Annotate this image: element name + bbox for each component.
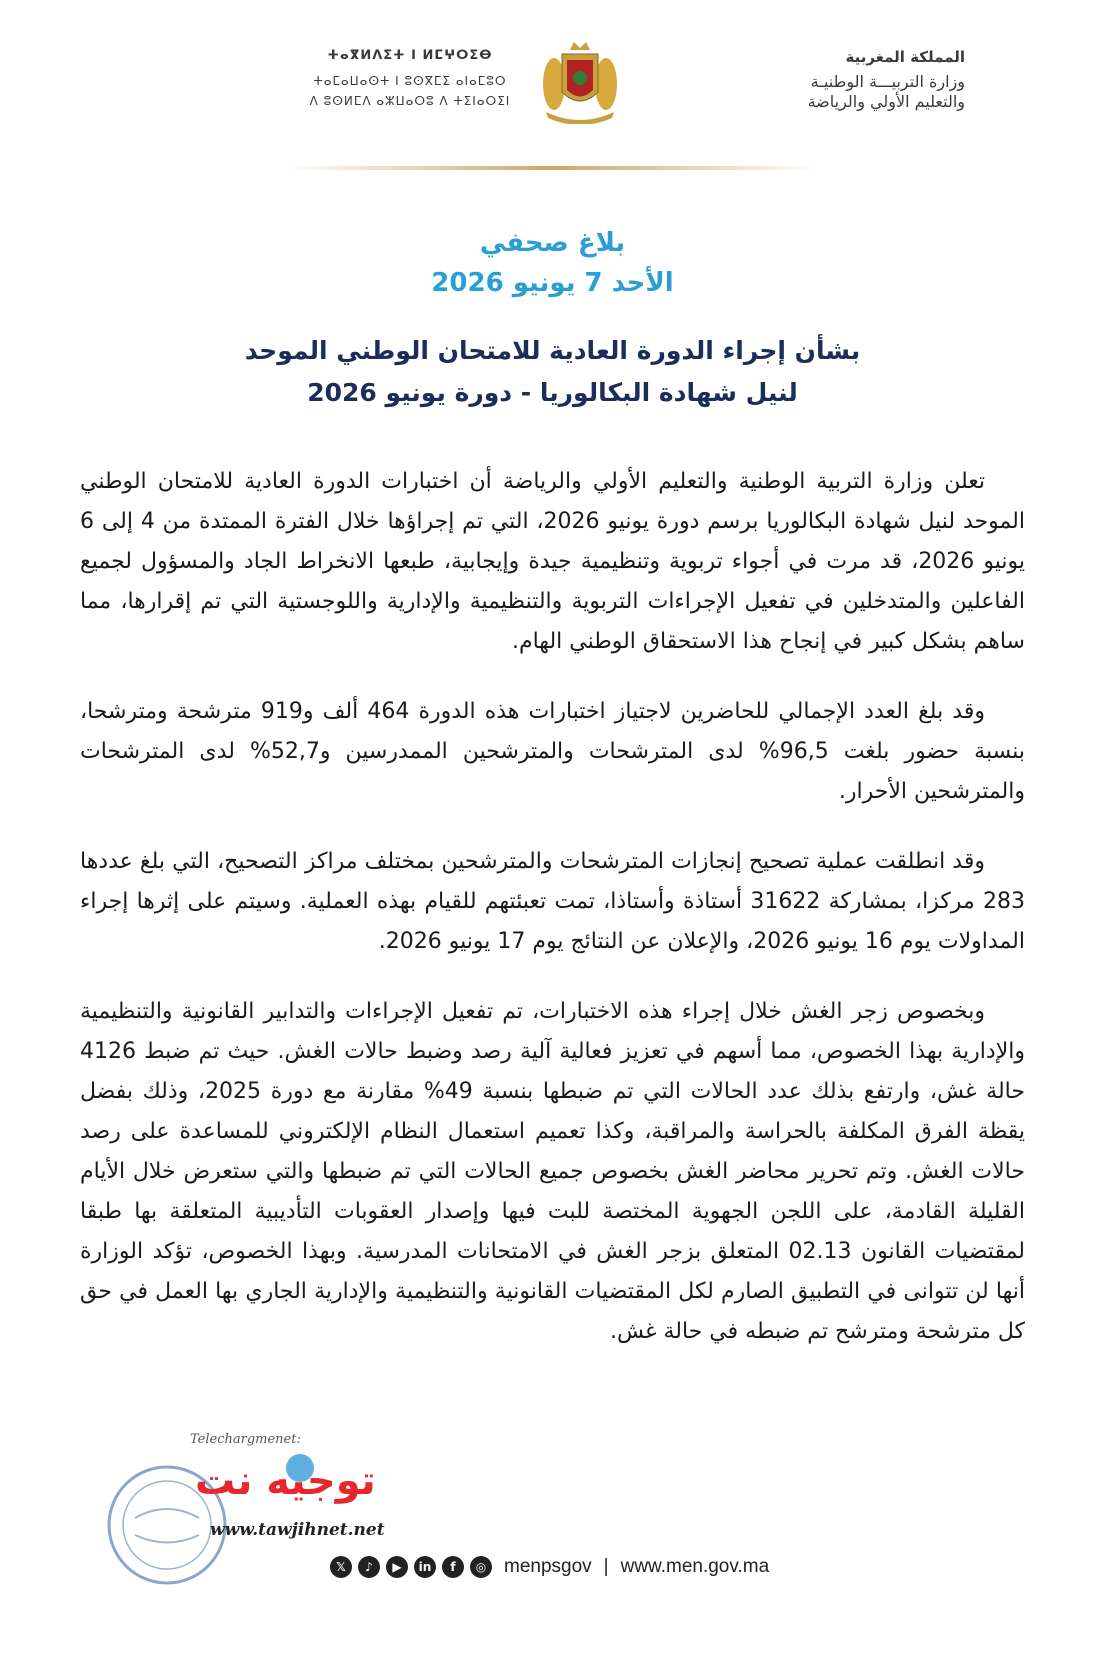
document-type: بلاغ صحفي: [479, 228, 626, 258]
tifinagh-kingdom: ⵜⴰⴳⵍⴷⵉⵜ ⵏ ⵍⵎⵖⵔⵉⴱ: [327, 48, 493, 63]
x-icon[interactable]: 𝕏: [330, 1556, 352, 1578]
ministry-name-line1: وزارة التربيـــة الوطنيـة: [810, 72, 965, 91]
watermark-brand: توجيه نت: [195, 1458, 376, 1504]
youtube-icon[interactable]: ▶: [386, 1556, 408, 1578]
tiktok-icon[interactable]: ♪: [358, 1556, 380, 1578]
instagram-icon[interactable]: ◎: [470, 1556, 492, 1578]
tifinagh-ministry-line2: ⴷ ⵓⵙⵍⵎⴷ ⴰⵣⵡⴰⵔⵓ ⴷ ⵜⵉⵏⴰⵔⵉⵏ: [309, 94, 511, 108]
royal-emblem-icon: [540, 40, 620, 124]
ministry-header-tifinagh: [280, 48, 540, 111]
press-release-body: [80, 462, 1025, 1382]
footer-social-bar: [330, 1552, 769, 1582]
subject-line-1: بشأن إجراء الدورة العادية للامتحان الوطني الموحد: [244, 336, 861, 365]
ministry-header-arabic: [765, 48, 965, 112]
watermark-download-label: Telechargmenet:: [190, 1432, 301, 1447]
ministry-website-link[interactable]: www.men.gov.ma: [620, 1556, 770, 1577]
header-divider: [285, 166, 820, 170]
subject-line-2: لنيل شهادة البكالوريا - دورة يونيو 2026: [307, 378, 798, 407]
facebook-icon[interactable]: f: [442, 1556, 464, 1578]
social-handle[interactable]: menpsgov: [504, 1556, 592, 1577]
document-date: الأحد 7 يونيو 2026: [431, 268, 674, 298]
paragraph-1: تعلن وزارة التربية الوطنية والتعليم الأولي والرياضة أن اختبارات الدورة العادية للامتحان الوطني الموحد لنيل شهادة البكالوريا برسم دورة يونيو 2026، التي تم إجراؤها خلال الفترة الممتدة من 4 إلى 6 يونيو 2026، قد مرت في أجواء تربوية وتنظيمية جيدة وإيجابية، طبعها الانخراط الجاد والمسؤول لجميع الفاعلين والمتدخلين في تفعيل الإجراءات التربوية والتنظيمية والإدارية واللوجستية التي تم إقرارها، مما ساهم بشكل كبير في إنجاح هذا الاستحقاق الوطني الهام.: [80, 469, 1026, 654]
tifinagh-ministry-line1: ⵜⴰⵎⴰⵡⴰⵙⵜ ⵏ ⵓⵙⴳⵎⵉ ⴰⵏⴰⵎⵓⵔ: [313, 74, 507, 88]
paragraph-4: وبخصوص زجر الغش خلال إجراء هذه الاختبارات، تم تفعيل الإجراءات والتدابير القانونية والتنظيمية والإدارية بهذا الخصوص، مما أسهم في تعزيز فعالية آلية رصد وضبط حالات الغش. حيث تم ضبط 4126 حالة غش، وارتفع بذلك عدد الحالات التي تم ضبطها بنسبة 49% مقارنة مع دورة 2025، وذلك بفضل يقظة الفرق المكلفة بالحراسة والمراقبة، وكذا تعميم استعمال النظام الإلكتروني للمساعدة على رصد حالات الغش. وتم تحرير محاضر الغش بخصوص جميع الحالات التي تم ضبطها والتي ستعرض خلال الأيام القليلة القادمة، على اللجن الجهوية المختصة للبت فيها وإصدار العقوبات التأديبية المتعلقة بها طبقا لمقتضيات القانون 02.13 المتعلق بزجر الغش في الامتحانات المدرسية. وبهذا الخصوص، تؤكد الوزارة أنها لن تتوانى في التطبيق الصارم لكل المقتضيات القانونية والتنظيمية والإدارية الجاري بها العمل في حق كل مترشحة ومترشح تم ضبطه في حالة غش.: [80, 999, 1025, 1344]
kingdom-name: المملكة المغربية: [845, 48, 965, 66]
footer-separator: |: [603, 1556, 609, 1577]
paragraph-3: وقد انطلقت عملية تصحيح إنجازات المترشحات والمترشحين بمختلف مراكز التصحيح، التي بلغ عددها 283 مركزا، بمشاركة 31622 أستاذة وأستاذا، تمت تعبئتهم للقيام بهذه العملية. وسيتم على إثرها إجراء المداولات يوم 16 يونيو 2026، والإعلان عن النتائج يوم 17 يونيو 2026.: [80, 849, 1025, 954]
ministry-name-line2: والتعليم الأولي والرياضة: [807, 92, 965, 111]
paragraph-2: وقد بلغ العدد الإجمالي للحاضرين لاجتياز اختبارات هذه الدورة 464 ألف و919 مترشحة ومترشحا، بنسبة حضور بلغت 96,5% لدى المترشحات والمترشحين الممدرسين و52,7% لدى المترشحات والمترشحين الأحرار.: [80, 699, 1025, 804]
watermark-site: www.tawjihnet.net: [210, 1520, 385, 1540]
linkedin-icon[interactable]: in: [414, 1556, 436, 1578]
